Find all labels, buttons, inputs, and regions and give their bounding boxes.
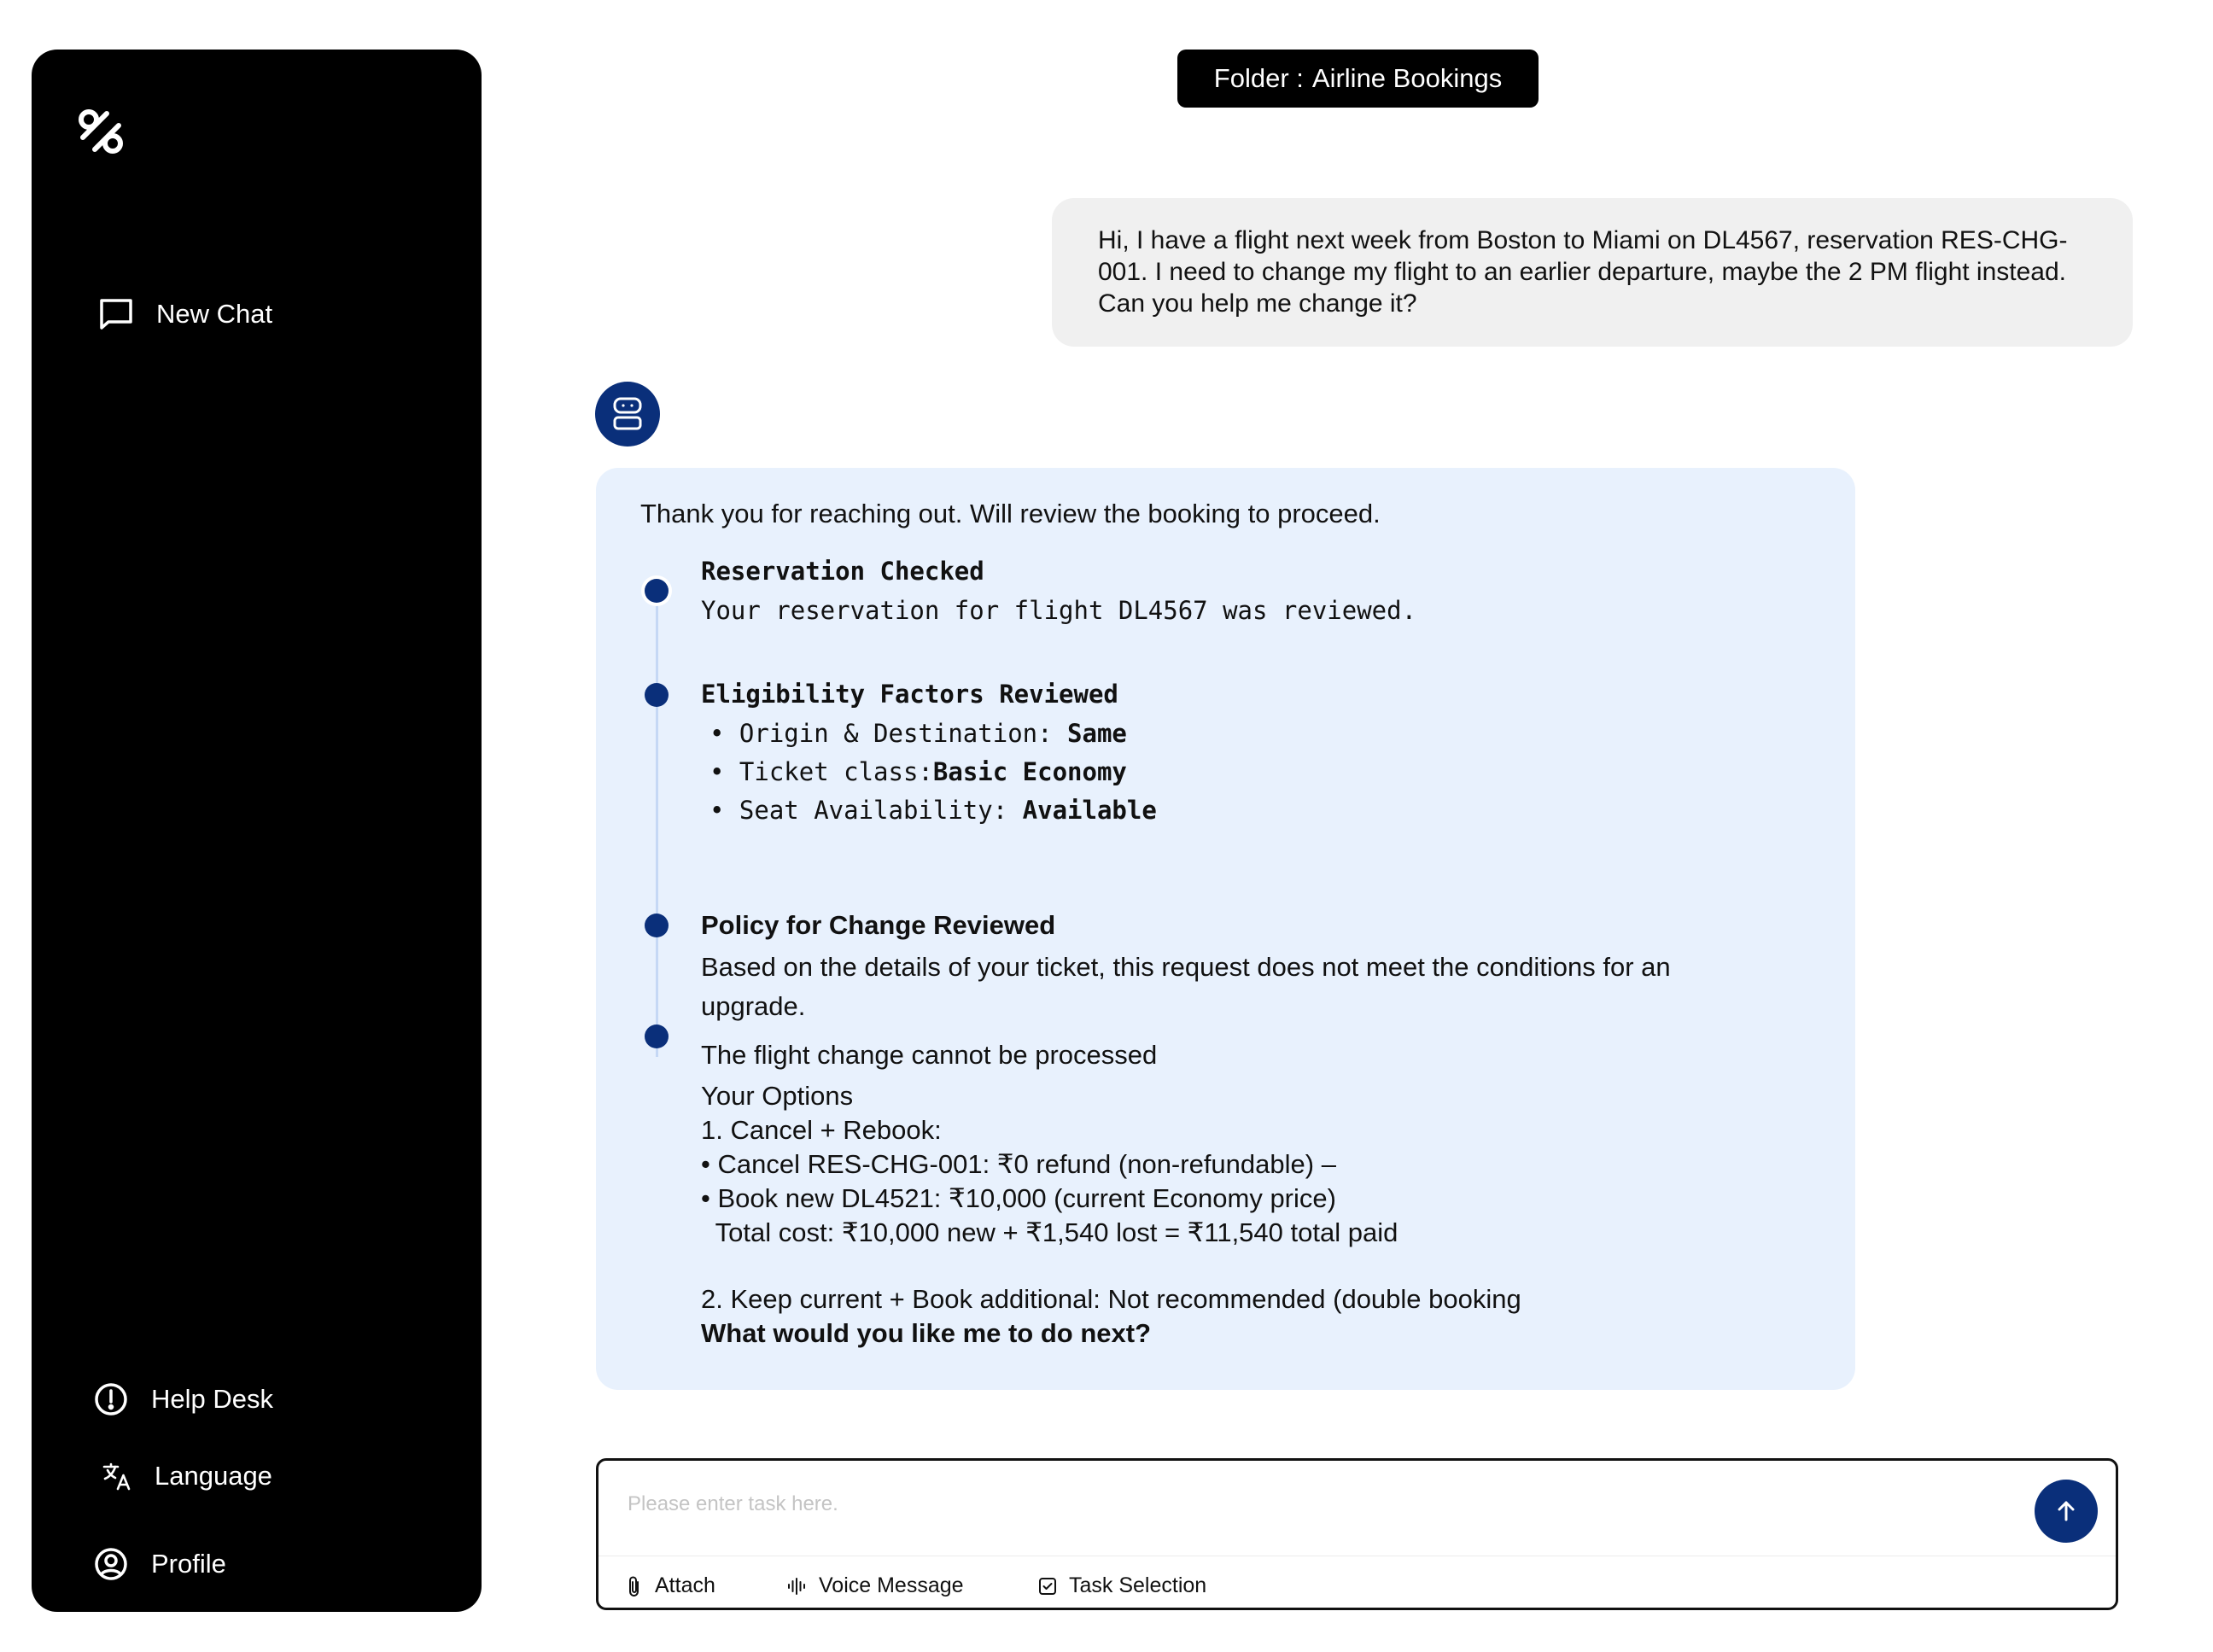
- options-line: 2. Keep current + Book additional: Not recommended (double booking: [701, 1284, 1521, 1314]
- bullet-value: Basic Economy: [932, 757, 1127, 786]
- timeline-dot: [645, 1024, 669, 1048]
- options-block: [701, 1038, 1521, 1351]
- folder-badge[interactable]: [1177, 50, 1539, 108]
- options-line: 1. Cancel + Rebook:: [701, 1115, 942, 1145]
- timeline-dot: [645, 914, 669, 937]
- step-text-reservation: Your reservation for flight DL4567 was reviewed.: [701, 596, 1417, 625]
- arrow-up-icon: [2053, 1498, 2079, 1524]
- new-chat-button[interactable]: [98, 297, 272, 331]
- sidebar-item-language[interactable]: [102, 1461, 272, 1491]
- step-title-policy: Policy for Change Reviewed: [701, 910, 1056, 940]
- user-message-bubble: [1052, 198, 2133, 347]
- eligibility-bullet: [709, 719, 1127, 748]
- bullet-value: Same: [1067, 719, 1127, 748]
- sidebar-item-help-desk[interactable]: [93, 1381, 273, 1417]
- message-composer: [596, 1458, 2118, 1610]
- new-chat-label: New Chat: [156, 299, 273, 329]
- attach-button[interactable]: [626, 1573, 715, 1598]
- waveform-icon: [786, 1576, 807, 1597]
- eligibility-bullet: [709, 757, 1127, 786]
- task-label: Task Selection: [1069, 1573, 1207, 1597]
- eligibility-bullet: [709, 796, 1157, 825]
- closing-question: What would you like me to do next?: [701, 1318, 1152, 1348]
- send-button[interactable]: [2035, 1480, 2098, 1543]
- bullet-label: • Ticket class:: [709, 757, 933, 786]
- options-line: • Cancel RES-CHG-001: ₹0 refund (non-refundable) –: [701, 1149, 1336, 1179]
- user-message-text: Hi, I have a flight next week from Boston to Miami on DL4567, reservation RES-CHG-001. I need to change my flight to an earlier departure, maybe the 2 PM flight instead. Can you help me change it?: [1098, 226, 2068, 318]
- options-line: • Book new DL4521: ₹10,000 (current Economy price): [701, 1183, 1336, 1213]
- link-logo-icon[interactable]: [74, 105, 127, 158]
- options-line: Total cost: ₹10,000 new + ₹1,540 lost = ₹11,540 total paid: [701, 1217, 1398, 1247]
- chat-bubble-icon: [98, 297, 134, 331]
- bullet-label: • Seat Availability:: [709, 796, 1023, 825]
- bot-intro-text: Thank you for reaching out. Will review the booking to proceed.: [640, 499, 1381, 528]
- help-desk-label: Help Desk: [151, 1384, 273, 1414]
- step-title-reservation: Reservation Checked: [701, 557, 984, 586]
- sidebar-item-profile[interactable]: [93, 1546, 226, 1582]
- bullet-value: Available: [1022, 796, 1157, 825]
- voice-message-button[interactable]: [786, 1573, 964, 1598]
- timeline-line: [656, 579, 658, 1057]
- paperclip-icon: [626, 1575, 643, 1597]
- folder-name: Airline Bookings: [1311, 63, 1503, 93]
- translate-icon: [102, 1461, 132, 1491]
- voice-label: Voice Message: [819, 1573, 964, 1597]
- language-label: Language: [155, 1461, 272, 1491]
- options-line: The flight change cannot be processed: [701, 1040, 1158, 1070]
- timeline-dot: [645, 683, 669, 707]
- folder-prefix: Folder :: [1213, 63, 1304, 93]
- profile-label: Profile: [151, 1549, 226, 1579]
- user-circle-icon: [93, 1546, 129, 1582]
- checkbox-icon: [1038, 1577, 1057, 1596]
- attach-label: Attach: [655, 1573, 715, 1597]
- options-line: Your Options: [701, 1081, 854, 1111]
- sidebar: [32, 50, 482, 1612]
- timeline-dot: [645, 579, 669, 603]
- bullet-label: • Origin & Destination:: [709, 719, 1068, 748]
- bot-message-bubble: [596, 468, 1855, 1390]
- step-text-policy: Based on the details of your ticket, this request does not meet the conditions for an upgrade.: [701, 952, 1671, 1021]
- step-title-eligibility: Eligibility Factors Reviewed: [701, 680, 1118, 709]
- info-circle-icon: [93, 1381, 129, 1417]
- robot-icon: [610, 395, 645, 433]
- task-input[interactable]: [626, 1486, 1995, 1522]
- task-selection-button[interactable]: [1038, 1573, 1206, 1598]
- bot-avatar: [595, 382, 660, 447]
